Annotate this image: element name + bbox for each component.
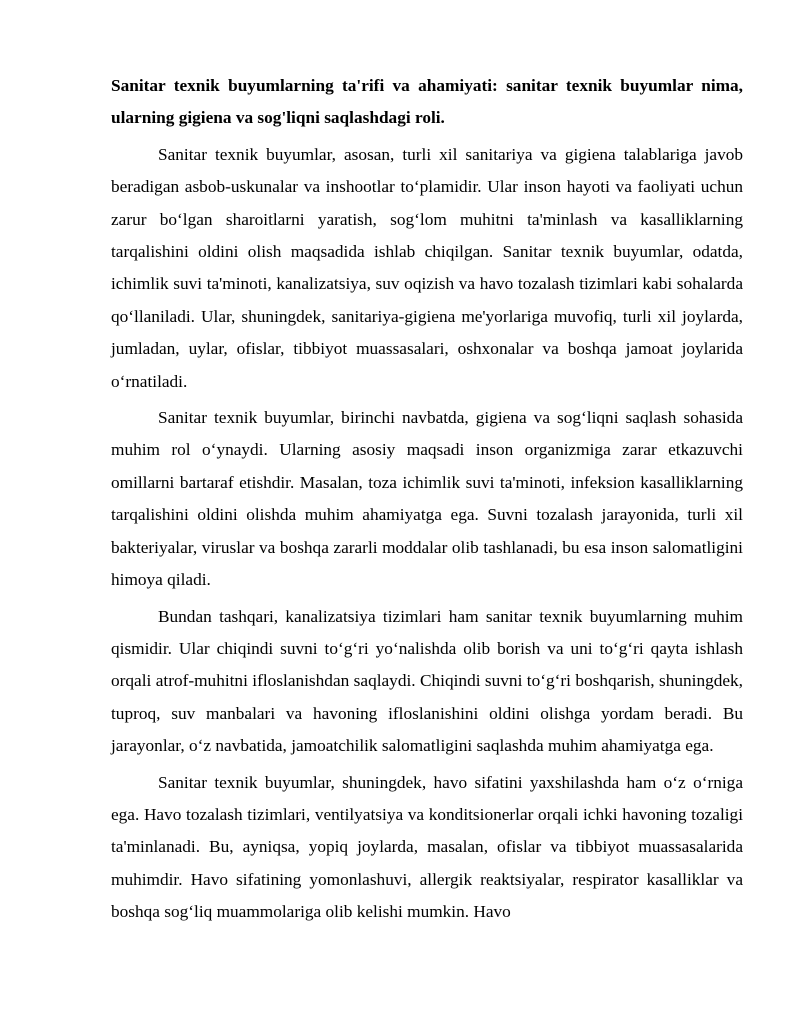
paragraph-4: Sanitar texnik buyumlar, shuningdek, havo sifatini yaxshilashda ham o‘z o‘rniga ega. Havo tozalash tizimlari, ventilyatsiya va konditsionerlar orqali ichki havoning tozaligi ta'minlanadi. Bu, ayniqsa, yopiq joylarda, masalan, ofislar va tibbiyot muassasalarida muhimdir. Havo sifatining yomonlashuvi, allergik reaktsiyalar, respirator kasalliklar va boshqa sog‘liq muammolariga olib kelishi mumkin. Havo: [111, 772, 743, 922]
paragraph-1: Sanitar texnik buyumlar, asosan, turli xil sanitariya va gigiena talablariga javob beradigan asbob-uskunalar va inshootlar to‘plamidir. Ular inson hayoti va faoliyati uchun zarur bo‘lgan sharoitlarni yaratish, sog‘lom muhitni ta'minlash va kasalliklarning tarqalishini oldini olish maqsadida ishlab chiqilgan. Sanitar texnik buyumlar, odatda, ichimlik suvi ta'minoti, kanalizatsiya, suv oqizish va havo tozalash tizimlari kabi sohalarda qo‘llaniladi. Ular, shuningdek, sanitariya-gigiena me'yorlariga muvofiq, turli xil joylarda, jumladan, uylar, ofislar, tibbiyot muassasalari, oshxonalar va boshqa jamoat joylarida o‘rnatiladi.: [111, 144, 743, 391]
paragraph-3: Bundan tashqari, kanalizatsiya tizimlari ham sanitar texnik buyumlarning muhim qismidir. Ular chiqindi suvni to‘g‘ri yo‘nalishda olib borish va uni to‘g‘ri qayta ishlash orqali atrof-muhitni ifloslanishdan saqlaydi. Chiqindi suvni to‘g‘ri boshqarish, shuningdek, tuproq, suv manbalari va havoning ifloslanishini oldini olishga yordam beradi. Bu jarayonlar, o‘z navbatida, jamoatchilik salomatligini saqlashda muhim ahamiyatga ega.: [111, 606, 743, 756]
document-page: [111, 70, 743, 933]
paragraph-2: Sanitar texnik buyumlar, birinchi navbatda, gigiena va sog‘liqni saqlash sohasida muhim rol o‘ynaydi. Ularning asosiy maqsadi inson organizmiga zarar etkazuvchi omillarni bartaraf etishdir. Masalan, toza ichimlik suvi ta'minoti, infeksion kasalliklarning tarqalishini oldini olishda muhim ahamiyatga ega. Suvni tozalash jarayonida, turli xil bakteriyalar, viruslar va boshqa zararli moddalar olib tashlanadi, bu esa inson salomatligini himoya qiladi.: [111, 408, 743, 590]
document-title: Sanitar texnik buyumlarning ta'rifi va ahamiyati: sanitar texnik buyumlar nima, ularning gigiena va sog'liqni saqlashdagi roli.: [111, 76, 743, 128]
